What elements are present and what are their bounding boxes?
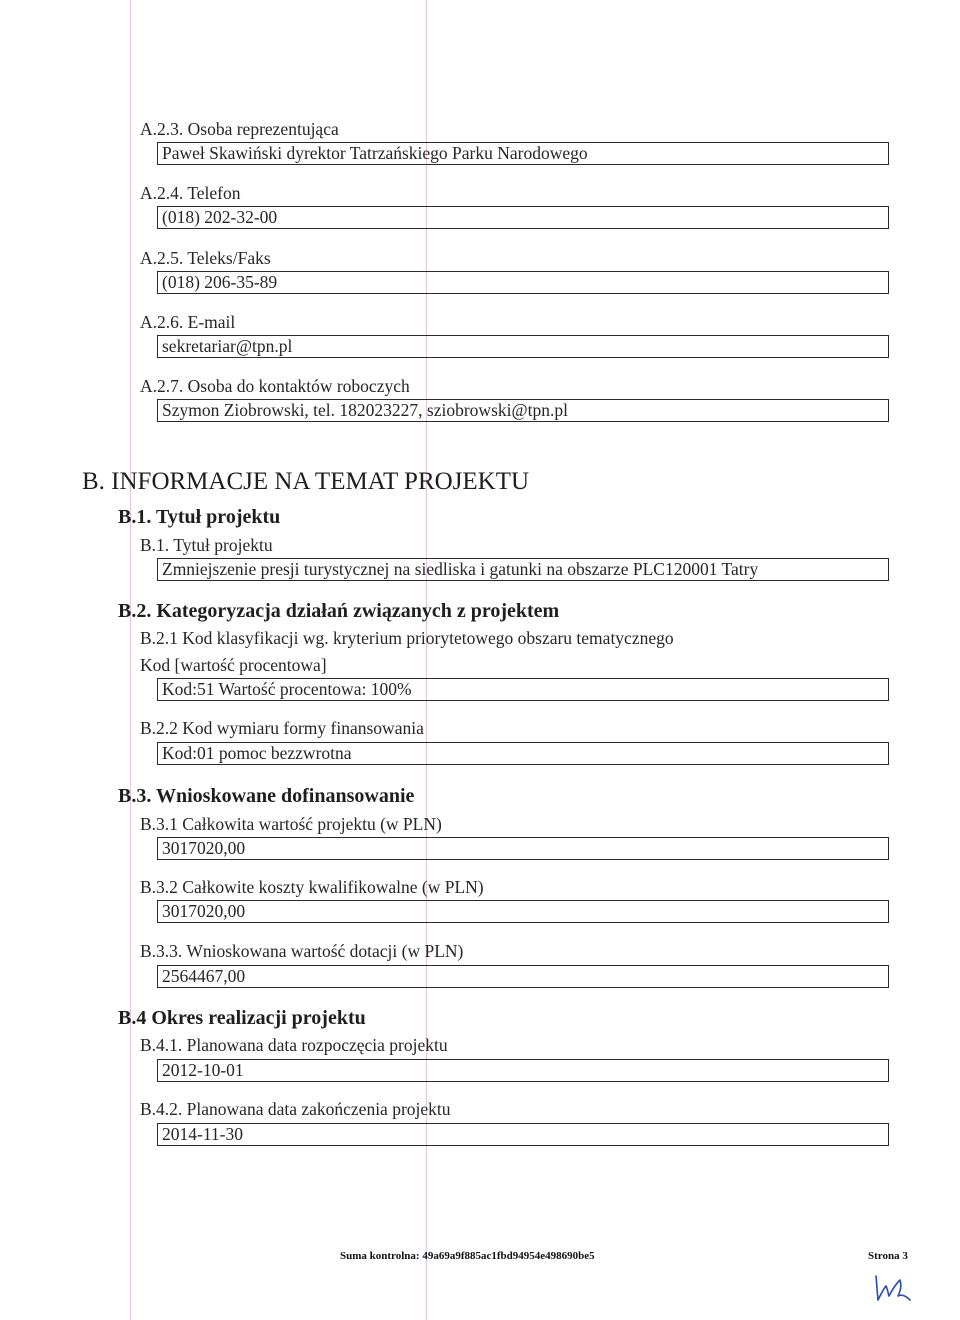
a25-value-field: (018) 206-35-89 — [157, 271, 889, 294]
checksum-text: Suma kontrolna: 49a69a9f885ac1fbd94954e498690be5 — [340, 1250, 595, 1262]
b21-label: B.2.1 Kod klasyfikacji wg. kryterium priorytetowego obszaru tematycznego — [140, 628, 674, 648]
a24-value-field: (018) 202-32-00 — [157, 206, 889, 229]
b21-sublabel: Kod [wartość procentowa] — [140, 655, 327, 675]
section-b-title: B. INFORMACJE NA TEMAT PROJEKTU — [82, 468, 530, 495]
handwritten-initials-signature — [870, 1270, 920, 1306]
a26-value-field: sekretariar@tpn.pl — [157, 335, 889, 358]
b33-label: B.3.3. Wnioskowana wartość dotacji (w PLN) — [140, 941, 464, 961]
b21-value-field: Kod:51 Wartość procentowa: 100% — [157, 678, 889, 701]
a27-value-field: Szymon Ziobrowski, tel. 182023227, sziobrowski@tpn.pl — [157, 399, 889, 422]
b1-value-field: Zmniejszenie presji turystycznej na siedliska i gatunki na obszarze PLC120001 Tatry — [157, 558, 889, 581]
b22-label: B.2.2 Kod wymiaru formy finansowania — [140, 718, 424, 738]
b3-heading: B.3. Wnioskowane dofinansowanie — [118, 785, 415, 807]
b32-value-field: 3017020,00 — [157, 900, 889, 923]
center-margin-line — [426, 0, 427, 1320]
b31-label: B.3.1 Całkowita wartość projektu (w PLN) — [140, 814, 442, 834]
left-margin-line — [130, 0, 131, 1320]
a26-label: A.2.6. E-mail — [140, 312, 236, 332]
b42-value-field: 2014-11-30 — [157, 1123, 889, 1146]
a23-label: A.2.3. Osoba reprezentująca — [140, 119, 339, 139]
b41-value-field: 2012-10-01 — [157, 1059, 889, 1082]
b33-value-field: 2564467,00 — [157, 965, 889, 988]
page-number: Strona 3 — [868, 1250, 908, 1262]
b2-heading: B.2. Kategoryzacja działań związanych z projektem — [118, 600, 560, 622]
b4-heading: B.4 Okres realizacji projektu — [118, 1007, 366, 1029]
a27-label: A.2.7. Osoba do kontaktów roboczych — [140, 376, 410, 396]
a23-value-field: Paweł Skawiński dyrektor Tatrzańskiego Parku Narodowego — [157, 142, 889, 165]
a25-label: A.2.5. Teleks/Faks — [140, 248, 271, 268]
b31-value-field: 3017020,00 — [157, 837, 889, 860]
b1-label: B.1. Tytuł projektu — [140, 535, 273, 555]
b1-heading: B.1. Tytuł projektu — [118, 506, 281, 528]
b42-label: B.4.2. Planowana data zakończenia projektu — [140, 1099, 451, 1119]
a24-label: A.2.4. Telefon — [140, 183, 241, 203]
b41-label: B.4.1. Planowana data rozpoczęcia projektu — [140, 1035, 448, 1055]
b32-label: B.3.2 Całkowite koszty kwalifikowalne (w PLN) — [140, 877, 484, 897]
b22-value-field: Kod:01 pomoc bezzwrotna — [157, 742, 889, 765]
